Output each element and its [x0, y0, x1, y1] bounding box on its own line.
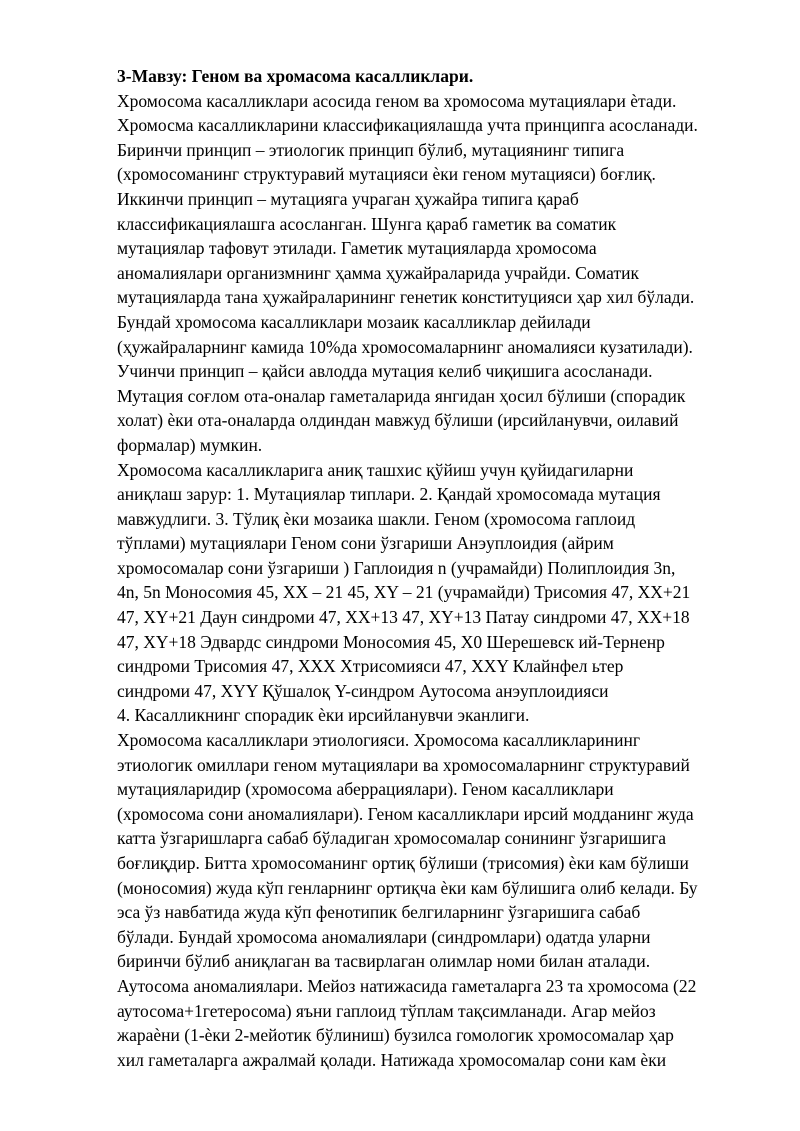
text-line: мутацияларда тана ҳужайраларининг генетик конституцияси ҳар хил бўлади. [117, 287, 695, 308]
text-line: формалар) мумкин. [117, 434, 263, 455]
text-line: 4n, 5n Моносомия 45, XX – 21 45, XY – 21 (учрамайди) Трисомия 47, XX+21 [117, 582, 691, 603]
text-line: тўплами) мутациялари Геном сони ўзгариши Анэуплоидия (айрим [117, 533, 614, 554]
text-line: Учинчи принцип – қайси авлодда мутация келиб чиқишига асосланади. [117, 361, 653, 382]
text-line: аниқлаш зарур: 1. Мутациялар типлари. 2. Қандай хромосомада мутация [117, 484, 661, 505]
document-title: 3-Мавзу: Геном ва хромасома касалликлари. [117, 66, 474, 86]
document-page [117, 64, 757, 1072]
text-line: Иккинчи принцип – мутацияга учраган ҳужайра типига қараб [117, 188, 579, 209]
text-line: классификациялашга асосланган. Шунга қараб гаметик ва соматик [117, 213, 617, 234]
text-line: Мутация соғлом ота-оналар гаметаларида янгидан ҳосил бўлиши (спорадик [117, 385, 686, 406]
text-line: (ҳужайраларнинг камида 10%да хромосомаларнинг аномалияси кузатилади). [117, 336, 693, 357]
text-line: (хромосома сони аномалиялари). Геном касалликлари ирсий модданинг жуда [117, 803, 694, 824]
text-line: биринчи бўлиб аниқлаган ва тасвирлаган олимлар номи билан аталади. [117, 951, 651, 972]
text-line: холат) ѐки ота-оналарда олдиндан мавжуд бўлиши (ирсийланувчи, оилавий [117, 410, 679, 431]
text-line: синдроми Трисомия 47, XXX Xтрисомияси 47, XXY Клайнфел ьтер [117, 656, 624, 677]
text-line: эса ўз навбатида жуда кўп фенотипик белгиларнинг ўзгаришига сабаб [117, 902, 641, 923]
text-line: бўлади. Бундай хромосома аномалиялари (синдромлари) одатда уларни [117, 926, 651, 947]
text-line: Биринчи принцип – этиологик принцип бўлиб, мутациянинг типига [117, 139, 625, 160]
text-line: аутосома+1гетеросома) яъни гаплоид тўплам тақсимланади. Агар мейоз [117, 1000, 656, 1021]
text-line: (моносомия) жуда кўп генларнинг ортиқча ѐки кам бўлишига олиб келади. Бу [117, 877, 698, 898]
text-line: боғлиқдир. Битта хромосоманинг ортиқ бўлиши (трисомия) ѐки кам бўлиши [117, 853, 689, 873]
text-line: синдроми 47, XYY Қўшалоқ Y-синдром Аутосома анэуплоидияси [117, 680, 609, 701]
text-line: (хромосоманинг структуравий мутацияси ѐки геном мутацияси) боғлиқ. [117, 164, 656, 185]
text-line: аномалиялари организмнинг ҳамма ҳужайраларида учрайди. Соматик [117, 262, 639, 283]
text-line: мавжудлиги. 3. Тўлиқ ѐки мозаика шакли. Геном (хромосома гаплоид [117, 508, 636, 529]
text-line: Хромосома касалликлари асосида геном ва хромосома мутациялари ѐтади. [117, 90, 677, 111]
text-line: 47, XY+18 Эдвардс синдроми Моносомия 45, X0 Шерешевск ий-Терненр [117, 631, 665, 652]
text-line: 4. Касалликнинг спорадик ѐки ирсийланувчи эканлиги. [117, 705, 530, 726]
text-line: Хромосома касалликлари этиологияси. Хромосома касалликларининг [117, 730, 641, 751]
text-line: 47, XY+21 Даун синдроми 47, XX+13 47, XY+13 Патау синдроми 47, XX+18 [117, 607, 690, 628]
text-line: Бундай хромосома касалликлари мозаик касалликлар дейилади [117, 311, 591, 332]
text-line: хромосомалар сони ўзгариши ) Гаплоидия n (учрамайди) Полиплоидия 3n, [117, 557, 676, 578]
text-line: хил гаметаларга ажралмай қолади. Натижада хромосомалар сони кам ѐки [117, 1049, 667, 1070]
text-line: мутациялар тафовут этилади. Гаметик мутацияларда хромосома [117, 238, 597, 259]
text-line: катта ўзгаришларга сабаб бўладиган хромосомалар сонининг ўзгаришига [117, 828, 667, 849]
text-line: мутацияларидир (хромосома аберрациялари). Геном касалликлари [117, 779, 614, 800]
text-line: Аутосома аномалиялари. Мейоз натижасида гаметаларга 23 та хромосома (22 [117, 975, 697, 996]
text-line: этиологик омиллари геном мутациялари ва хромосомаларнинг структуравий [117, 754, 690, 775]
text-line: Хромосома касалликларига аниқ ташхис қўйиш учун қуйидагиларни [117, 459, 634, 480]
text-line: Хромосма касалликларини классификациялашда учта принципга асосланади. [117, 115, 698, 136]
text-line: жараѐни (1-ѐки 2-мейотик бўлиниш) бузилса гомологик хромосомалар ҳар [117, 1025, 674, 1046]
